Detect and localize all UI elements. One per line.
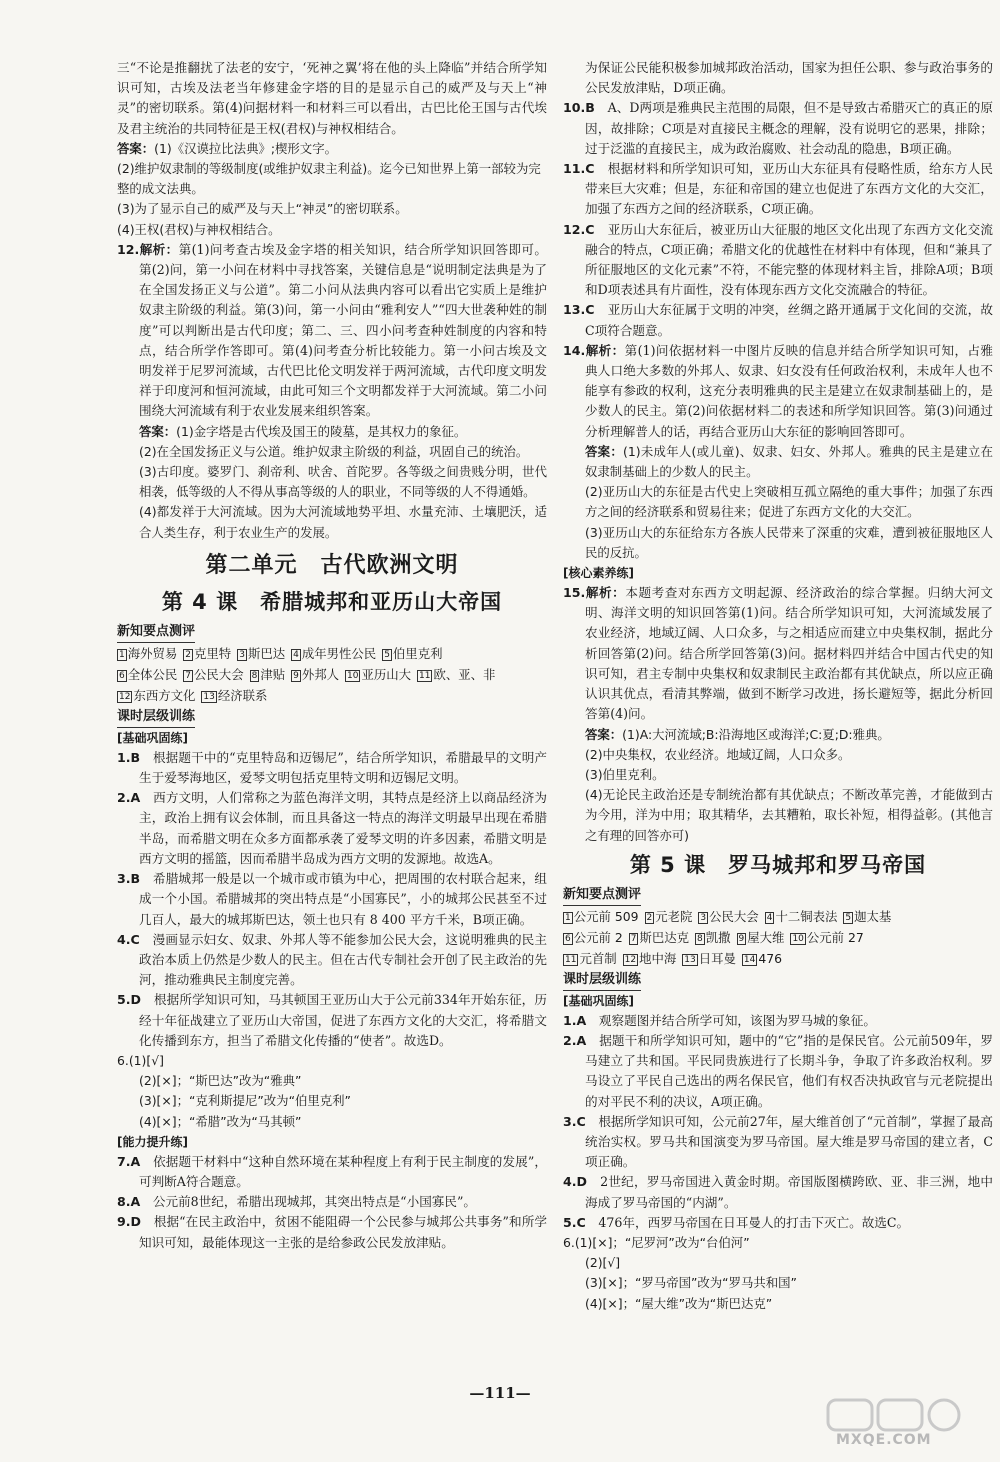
question-continuation: 为保证公民能积极参加城邦政治活动，国家为担任公职、参与政治事务的公民发放津贴，D项正确。 xyxy=(585,60,993,96)
number-box: 10 xyxy=(347,670,359,681)
question-number: 14. xyxy=(563,342,586,358)
keyword-item: 11 元首制 xyxy=(565,950,617,966)
answer-item: (4)王权(君权)与神权相结合。 xyxy=(117,221,281,237)
question-text: 西方文明，人们常称之为蓝色海洋文明，其特点是经济上以商品经济为主，政治上拥有议会体制，而且具备这一特点的海洋文明最早出现在希腊半岛，而希腊文明在众多方面都承袭了爱琴文明的许多因素，希腊文明是西方文明的摇篮，因而希腊半岛成为西方文明的发源地。故选A。 xyxy=(139,790,548,866)
keyword-item: 1 公元前 509 xyxy=(565,908,639,924)
keyword-item: 10 公元前 27 xyxy=(792,929,864,945)
question-item xyxy=(563,1011,993,1031)
number-box: 1 xyxy=(119,649,125,660)
answer-item: (3)为了显示自己的威严及与天上“神灵”的密切联系。 xyxy=(117,201,408,217)
number-box: 5 xyxy=(845,912,852,923)
keyword-item: 10 亚历山大 xyxy=(347,666,412,682)
question-text: 依据题干材料中“这种自然环境在某种程度上有利于民主制度的发展”，可判断A符合题意。 xyxy=(139,1153,547,1189)
keyword-item: 14 476 xyxy=(743,950,782,966)
question-14-analysis xyxy=(563,341,993,442)
keyword-item: 7 公民大会 xyxy=(185,666,244,682)
analysis-paragraph: 三“不论是推翻扰了法老的安宁，‘死神之翼’将在他的头上降临”并结合所学知识可知，古埃及法老当年修建金字塔的目的是显示自己的威严及与天上“神灵”的密切联系。第(4)问据材料一和材料三可以看出，古巴比伦王国与古代埃及君主统治的共同特征是王权(君权)与神权相结合。 xyxy=(117,60,547,136)
question-15-analysis xyxy=(563,583,993,724)
answer-item: (2)维护奴隶制的等级制度(或维护奴隶主利益)。迄今已知世界上第一部较为完整的成文法典。 xyxy=(117,161,541,197)
question-12-analysis xyxy=(117,240,547,422)
keyword-item: 9 屋大维 xyxy=(738,929,785,945)
question-number: 1.A xyxy=(563,1012,587,1028)
answer-item: (4)无论民主政治还是专制统治都有其优缺点；不断改革完善，才能做到古为今用，洋为中用；取其精华，去其糟粕，取长补短，相得益彰。(其他言之有理的回答亦可) xyxy=(585,787,993,843)
analysis-text: 第(1)问考查古埃及金字塔的相关知识，结合所学知识回答即可。第(2)问，第一小问在材料中寻找答案，关键信息是“说明制定法典是为了在全国发扬正义与公道”。第二小问从法典内容可以看出它实质上是维护奴隶主阶级的利益。第(3)问，第一小问由“雅利安人”“四大世袭种姓的制度”可以判断出是古代印度；第二、三、四小问考查种姓制度的内容和特点，结合所学作答即可。第(4)问考查分析比较能力。第一小问古埃及文明发祥于尼罗河流域，古代巴比伦文明发祥于两河流域，古代印度文明发祥于印度河和恒河流域，由此可知三个文明都发祥于大河流域。第二小问围绕大河流域有利于农业发展来组织答案。 xyxy=(139,241,548,419)
keyword-item: 1 海外贸易 xyxy=(119,645,178,661)
question-number: 13.C xyxy=(563,302,595,318)
analysis-label: 解析： xyxy=(585,585,626,601)
keyword-item: 11 欧、亚、非 xyxy=(419,666,496,682)
answer-item: (2)亚历山大的东征是古代史上突破相互孤立隔绝的重大事件；加强了东西方之间的经济联系和贸易往来；促进了东西方文化的大交汇。 xyxy=(585,484,993,520)
question-number: 3.B xyxy=(117,871,141,887)
question-number: 7.A xyxy=(117,1153,141,1169)
number-box: 9 xyxy=(293,670,299,681)
page-number: —111— xyxy=(469,1384,531,1402)
question-text: 2世纪，罗马帝国进入黄金时期。帝国版图横跨欧、亚、非三洲，地中海成了罗马帝国的“内湖”。 xyxy=(585,1174,994,1210)
judgement-item: (2)[√] xyxy=(585,1255,621,1271)
number-box: 6 xyxy=(565,933,571,944)
number-box: 9 xyxy=(738,933,745,944)
number-box: 7 xyxy=(630,933,637,944)
keyword-item: 7 斯巴达克 xyxy=(630,929,690,945)
number-box: 3 xyxy=(700,912,707,923)
answer-label: 答案： xyxy=(585,443,624,459)
keyword-item: 9 外邦人 xyxy=(293,666,340,682)
analysis-text: 本题考查对东西方文明起源、经济政治的综合掌握。归纳大河文明、海洋文明的知识回答第(1)问。结合所学知识可知，大河流域发展了农业经济，地域辽阔、人口众多，与之相适应而建立中央集权制，据此分析回答第(2)问。结合所学回答第(3)问。据材料四并结合中国古代史的知识可知，君主专制中央集权和奴隶制民主政治都有其优缺点，所以应正确认识其优点，看清其弊端，做到不断学习改进，扬长避短等，据此分析回答第(4)问。 xyxy=(585,585,994,722)
question-item xyxy=(563,1213,993,1233)
question-text: 观察题图并结合所学可知，该图为罗马城的象征。 xyxy=(598,1012,876,1028)
question-number: 3.C xyxy=(563,1113,586,1129)
judgement-item: (3)[×]；“克利斯提尼”改为“伯里克利” xyxy=(139,1093,351,1109)
keyword-list xyxy=(117,643,547,706)
question-item xyxy=(117,869,547,930)
question-text: 公元前8世纪，希腊出现城邦，其突出特点是“小国寡民”。 xyxy=(152,1194,477,1210)
subsection-heading: [基础巩固练] xyxy=(563,993,634,1008)
answer-item: (1)《汉谟拉比法典》;楔形文字。 xyxy=(154,140,337,156)
number-box: 3 xyxy=(239,649,245,660)
question-text: 据题干和所学知识可知，题中的“它”指的是保民官。公元前509年，罗马建立了共和国。平民同贵族进行了长期斗争，争取了许多政治权利。罗马设立了平民自己选出的两名保民官，他们有权否决执政官与元老院提出的对平民不利的决议，A项正确。 xyxy=(585,1032,994,1109)
judgement-item: 6.(1)[×]；“尼罗河”改为“台伯河” xyxy=(563,1234,750,1250)
question-item xyxy=(117,1192,547,1212)
answer-item: (1)未成年人(或儿童)、奴隶、妇女、外邦人。雅典的民主是建立在奴隶制基础上的少数人的民主。 xyxy=(585,443,993,480)
judgement-item: (2)[×]；“斯巴达”改为“雅典” xyxy=(139,1073,302,1089)
keyword-item: 4 成年男性公民 xyxy=(293,645,377,661)
question-number: 1.B xyxy=(117,749,141,765)
keyword-item: 2 元老院 xyxy=(646,908,693,924)
number-box: 12 xyxy=(624,954,637,965)
judgement-item: (4)[×]；“屋大维”改为“斯巴达克” xyxy=(585,1295,773,1311)
analysis-text: 第(1)问依据材料一中图片反映的信息并结合所学知识可知，占雅典人口绝大多数的外邦人、奴隶、妇女没有任何政治权利，未成年人也不能享有参政的权利，这充分表明雅典的民主是建立在奴隶制基础上的，是少数人的民主。第(2)问依据材料二的表述和所学知识回答。第(3)问通过分析理解普人的话，再结合亚历山大东征的影响回答即可。 xyxy=(585,342,994,439)
keyword-list xyxy=(563,906,993,969)
question-number: 12.C xyxy=(563,221,595,237)
right-column xyxy=(563,58,993,1314)
question-number: 2.A xyxy=(117,790,141,806)
question-text: 根据“在民主政治中，贫困不能阻碍一个公民参与城邦公共事务”和所学知识可知，最能体现这一主张的是给参政公民发放津贴。 xyxy=(139,1214,547,1250)
question-item xyxy=(563,220,993,301)
number-box: 4 xyxy=(766,912,773,923)
question-text: 亚历山大东征属于文明的冲突，丝绸之路开通属于文化间的交流，故C项符合题意。 xyxy=(585,302,994,338)
question-number: 4.D xyxy=(563,1174,588,1190)
question-item xyxy=(563,159,993,220)
judgement-item: (4)[×]；“希腊”改为“马其顿” xyxy=(139,1113,302,1129)
question-text: 根据所学知识可知，马其顿国王亚历山大于公元前334年开始东征，历经十年征战建立了亚历山大帝国，促进了东西方文化的大交汇，将希腊文化传播到东方，担当了希腊文化传播的“使者”。故选D。 xyxy=(139,992,548,1048)
subsection-heading: [能力提升练] xyxy=(117,1134,188,1149)
question-item xyxy=(563,98,993,159)
question-item xyxy=(563,300,993,340)
answer-label: 答案： xyxy=(117,140,155,156)
analysis-label: 解析： xyxy=(585,342,625,358)
number-box: 13 xyxy=(684,954,696,965)
answer-item: (2)中央集权，农业经济。地域辽阔，人口众多。 xyxy=(585,746,851,762)
answer-label: 答案： xyxy=(585,726,623,742)
subsection-heading: [基础巩固练] xyxy=(117,730,188,745)
keyword-item: 6 全体公民 xyxy=(119,666,178,682)
number-box: 6 xyxy=(119,670,125,681)
keyword-item: 13 经济联系 xyxy=(203,687,268,703)
answer-item: (1)A:大河流域;B:沿海地区或海洋;C:夏;D:雅典。 xyxy=(622,726,890,742)
section-heading: 课时层级训练 xyxy=(117,707,195,728)
question-text: 476年，西罗马帝国在日耳曼人的打击下灭亡。故选C。 xyxy=(598,1214,910,1230)
answer-block xyxy=(563,725,993,745)
keyword-item: 4 十二铜表法 xyxy=(766,908,838,924)
question-number: 12. xyxy=(117,241,140,257)
judgement-item: (3)[×]；“罗马帝国”改为“罗马共和国” xyxy=(585,1275,797,1291)
question-text: A、D两项是雅典民主范围的局限，但不是导致古希腊灭亡的真正的原因，故排除；C项是对直接民主概念的理解，没有说明它的恶果，排除；过于泛滥的直接民主，成为政治腐败、社会动乱的隐患，B项正确。 xyxy=(585,100,994,156)
question-text: 根据材料和所学知识可知，亚历山大东征具有侵略性质，给东方人民带来巨大灾难；但是，东征和帝国的建立也促进了东西方文化的大交汇，加强了东西方之间的经济联系，C项正确。 xyxy=(585,161,994,217)
analysis-label: 解析： xyxy=(139,241,179,257)
keyword-item: 3 斯巴达 xyxy=(239,645,286,661)
number-box: 1 xyxy=(565,912,571,923)
number-box: 4 xyxy=(293,649,299,660)
question-item xyxy=(117,748,547,788)
keyword-item: 8 凯撒 xyxy=(697,929,731,945)
question-text: 根据题干中的“克里特岛和迈锡尼”，结合所学知识，希腊最早的文明产生于爱琴海地区，爱琴文明包括克里特文明和迈锡尼文明。 xyxy=(139,749,547,786)
answer-item: (3)亚历山大的东征给东方各族人民带来了深重的灾难，遭到被征服地区人民的反抗。 xyxy=(585,524,993,560)
answer-item: (3)古印度。婆罗门、刹帝利、吠舍、首陀罗。各等级之间贵贱分明，世代相袭，低等级的人不得从事高等级的人的职业，不同等级的人不得通婚。 xyxy=(139,464,547,500)
question-item xyxy=(117,990,547,1051)
keyword-item: 2 克里特 xyxy=(185,645,232,661)
question-number: 15. xyxy=(563,585,586,601)
number-box: 13 xyxy=(203,691,215,702)
keyword-item: 12 地中海 xyxy=(624,950,677,966)
answer-item: (3)伯里克利。 xyxy=(585,766,665,782)
answer-item: (4)都发祥于大河流域。因为大河流域地势平坦、水量充沛、土壤肥沃，适合人类生存，利于农业生产的发展。 xyxy=(139,504,547,540)
answer-block xyxy=(117,422,547,442)
number-box: 14 xyxy=(743,954,756,965)
keyword-item: 5 迦太基 xyxy=(845,908,892,924)
judgement-item: 6.(1)[√] xyxy=(117,1052,164,1068)
question-item xyxy=(563,1172,993,1212)
question-number: 8.A xyxy=(117,1194,141,1210)
answer-block xyxy=(563,442,993,482)
answer-item: (2)在全国发扬正义与公道。维护奴隶主阶级的利益，巩固自己的统治。 xyxy=(139,443,529,459)
question-number: 11.C xyxy=(563,161,595,177)
number-box: 11 xyxy=(565,954,577,965)
question-item xyxy=(563,1031,993,1112)
keyword-item: 5 伯里克利 xyxy=(384,645,443,661)
number-box: 8 xyxy=(251,670,258,681)
question-number: 9.D xyxy=(117,1214,142,1230)
number-box: 2 xyxy=(185,649,192,660)
keyword-item: 8 津贴 xyxy=(251,666,286,682)
number-box: 10 xyxy=(792,933,804,944)
keyword-item: 12 东西方文化 xyxy=(119,687,196,703)
section-heading: 新知要点测评 xyxy=(117,622,195,643)
question-text: 根据所学知识可知，公元前27年，屋大维首创了“元首制”，掌握了最高统治实权。罗马共和国演变为罗马帝国。屋大维是罗马帝国的建立者，C项正确。 xyxy=(585,1113,993,1170)
keyword-item: 13 日耳曼 xyxy=(684,950,736,966)
question-number: 5.D xyxy=(117,992,142,1008)
number-box: 11 xyxy=(419,670,431,681)
keyword-item: 3 公民大会 xyxy=(700,908,759,924)
section-heading: 新知要点测评 xyxy=(563,885,641,906)
question-text: 漫画显示妇女、奴隶、外邦人等不能参加公民大会，这说明雅典的民主政治本质上仍然是少数人的民主。但在古代专制社会开创了民主政治的先河，推动雅典民主制度完善。 xyxy=(139,931,548,988)
question-number: 4.C xyxy=(117,931,140,947)
question-number: 10.B xyxy=(563,100,595,116)
number-box: 2 xyxy=(646,912,653,923)
left-column xyxy=(117,58,547,1253)
number-box: 8 xyxy=(697,933,703,944)
question-text: 亚历山大东征后，被亚历山大征服的地区文化出现了东西方文化交流融合的特点，C项正确；希腊文化的优越性在材料中有体现，但和“兼具了所征服地区的文化元素”不符，不能完整的体现材料主旨，排除A项；B项和D项表述具有片面性，没有体现东西方文化交流融合的特征。 xyxy=(585,221,994,298)
number-box: 7 xyxy=(185,670,192,681)
watermark-text: MXQE.COM xyxy=(836,1432,932,1448)
unit-title: 第二单元 古代欧洲文明 xyxy=(205,552,459,578)
question-number: 2.A xyxy=(563,1032,587,1048)
question-item xyxy=(117,788,547,869)
subsection-heading: [核心素养练] xyxy=(563,566,634,581)
question-item xyxy=(117,930,547,991)
answer-label: 答案： xyxy=(139,423,177,439)
question-item xyxy=(117,1212,547,1252)
number-box: 12 xyxy=(119,691,131,702)
keyword-item: 6 公元前 2 xyxy=(565,929,623,945)
question-text: 希腊城邦一般是以一个城市或市镇为中心，把周围的农村联合起来，组成一个小国。希腊城邦的突出特点是“小国寡民”，小的城邦公民甚至不过几百人，最大的城邦斯巴达，领土也只有 8 400 平方千米，B项正确。 xyxy=(139,871,548,927)
lesson-title: 第 4 课 希腊城邦和亚历山大帝国 xyxy=(161,589,503,614)
question-item xyxy=(563,1112,993,1173)
lesson-title: 第 5 课 罗马城邦和罗马帝国 xyxy=(629,852,927,877)
question-item xyxy=(117,1152,547,1192)
answer-block xyxy=(117,139,547,159)
question-number: 5.C xyxy=(563,1214,586,1230)
section-heading: 课时层级训练 xyxy=(563,970,641,991)
answer-item: (1)金字塔是古代埃及国王的陵墓，是其权力的象征。 xyxy=(176,423,467,439)
number-box: 5 xyxy=(384,649,390,660)
